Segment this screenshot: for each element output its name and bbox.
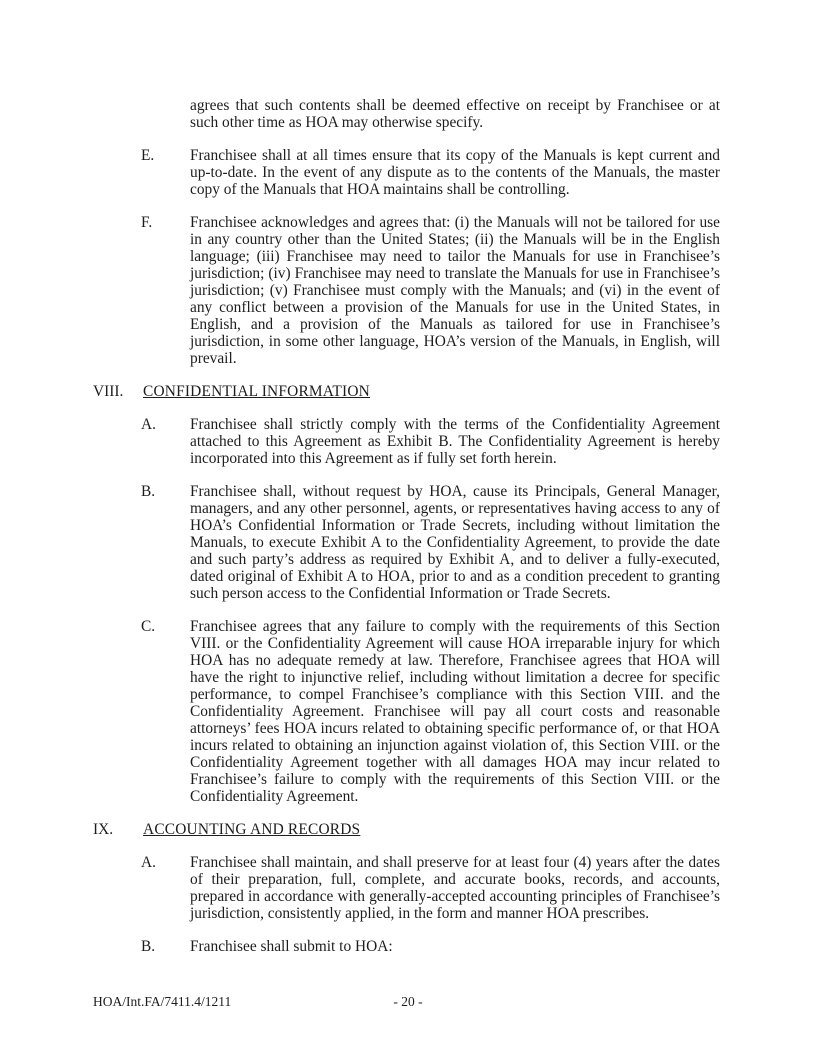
list-item-e <box>93 147 720 198</box>
page-number: - 20 - <box>393 994 423 1009</box>
list-item-ix-a <box>93 854 720 922</box>
item-text: Franchisee shall maintain, and shall preserve for at least four (4) years after the dates of their preparation, full, complete, and accurate books, records, and accounts, prepared in accordance with generally-accepted accounting principles of Franchisee’s jurisdiction, consistently applied, in the form and manner HOA prescribes. <box>190 854 720 922</box>
section-number: IX. <box>93 821 114 838</box>
section-title: ACCOUNTING AND RECORDS <box>143 821 361 838</box>
item-label: A. <box>141 416 156 433</box>
item-text: Franchisee agrees that any failure to comply with the requirements of this Section VIII. or the Confidentiality Agreement will cause HOA irreparable injury for which HOA has no adequate remedy at law. Therefore, Franchisee agrees that HOA will have the right to injunctive relief, including without limitation a decree for specific performance, to compel Franchisee’s compliance with this Section VIII. and the Confidentiality Agreement. Franchisee will pay all court costs and reasonable attorneys’ fees HOA incurs related to obtaining specific performance of, or that HOA incurs related to obtaining an injunction against violation of, this Section VIII. or the Confidentiality Agreement together with all damages HOA may incur related to Franchisee’s failure to comply with the requirements of this Section VIII. or the Confidentiality Agreement. <box>190 618 720 805</box>
list-item-viii-c <box>93 618 720 805</box>
item-text: Franchisee shall submit to HOA: <box>190 938 393 955</box>
item-label: B. <box>141 483 156 500</box>
item-text: Franchisee acknowledges and agrees that: (i) the Manuals will not be tailored for use in any country other than the United States; (ii) the Manuals will be in the English language; (iii) Franchisee may need to tailor the Manuals for use in Franchisee’s jurisdiction; (iv) Franchisee may need to translate the Manuals for use in Franchisee’s jurisdiction; (v) Franchisee must comply with the Manuals; and (vi) in the event of any conflict between a provision of the Manuals for use in the United States, in English, and a provision of the Manuals as tailored for use in Franchisee’s jurisdiction, in some other language, HOA’s version of the Manuals, in English, will prevail. <box>190 214 720 367</box>
section-heading-viii <box>93 383 720 400</box>
list-item-viii-a <box>93 416 720 467</box>
item-text: Franchisee shall, without request by HOA, cause its Principals, General Manager, managers, and any other personnel, agents, or representatives having access to any of HOA’s Confidential Information or Trade Secrets, including without limitation the Manuals, to execute Exhibit A to the Confidentiality Agreement, to provide the date and such party’s address as required by Exhibit A, and to deliver a fully-executed, dated original of Exhibit A to HOA, prior to and as a condition precedent to granting such person access to the Confidential Information or Trade Secrets. <box>190 483 720 602</box>
section-heading-ix <box>93 821 720 838</box>
list-item-ix-b <box>93 938 720 955</box>
item-label: A. <box>141 854 156 871</box>
footer-doc-ref: HOA/Int.FA/7411.4/1211 <box>93 994 232 1009</box>
item-label: B. <box>141 938 156 955</box>
page-content <box>93 97 720 971</box>
list-item-viii-b <box>93 483 720 602</box>
item-text: Franchisee shall at all times ensure that its copy of the Manuals is kept current and up-to-date. In the event of any dispute as to the contents of the Manuals, the master copy of the Manuals that HOA maintains shall be controlling. <box>190 147 720 198</box>
section-number: VIII. <box>93 383 124 400</box>
item-label: E. <box>141 147 155 164</box>
page-footer <box>0 994 816 1010</box>
paragraph-continuation: agrees that such contents shall be deemed effective on receipt by Franchisee or at such other time as HOA may otherwise specify. <box>190 97 720 131</box>
section-title: CONFIDENTIAL INFORMATION <box>143 383 370 400</box>
item-label: F. <box>141 214 153 231</box>
list-item-f <box>93 214 720 367</box>
item-label: C. <box>141 618 156 635</box>
item-text: Franchisee shall strictly comply with the terms of the Confidentiality Agreement attached to this Agreement as Exhibit B. The Confidentiality Agreement is hereby incorporated into this Agreement as if fully set forth herein. <box>190 416 720 467</box>
